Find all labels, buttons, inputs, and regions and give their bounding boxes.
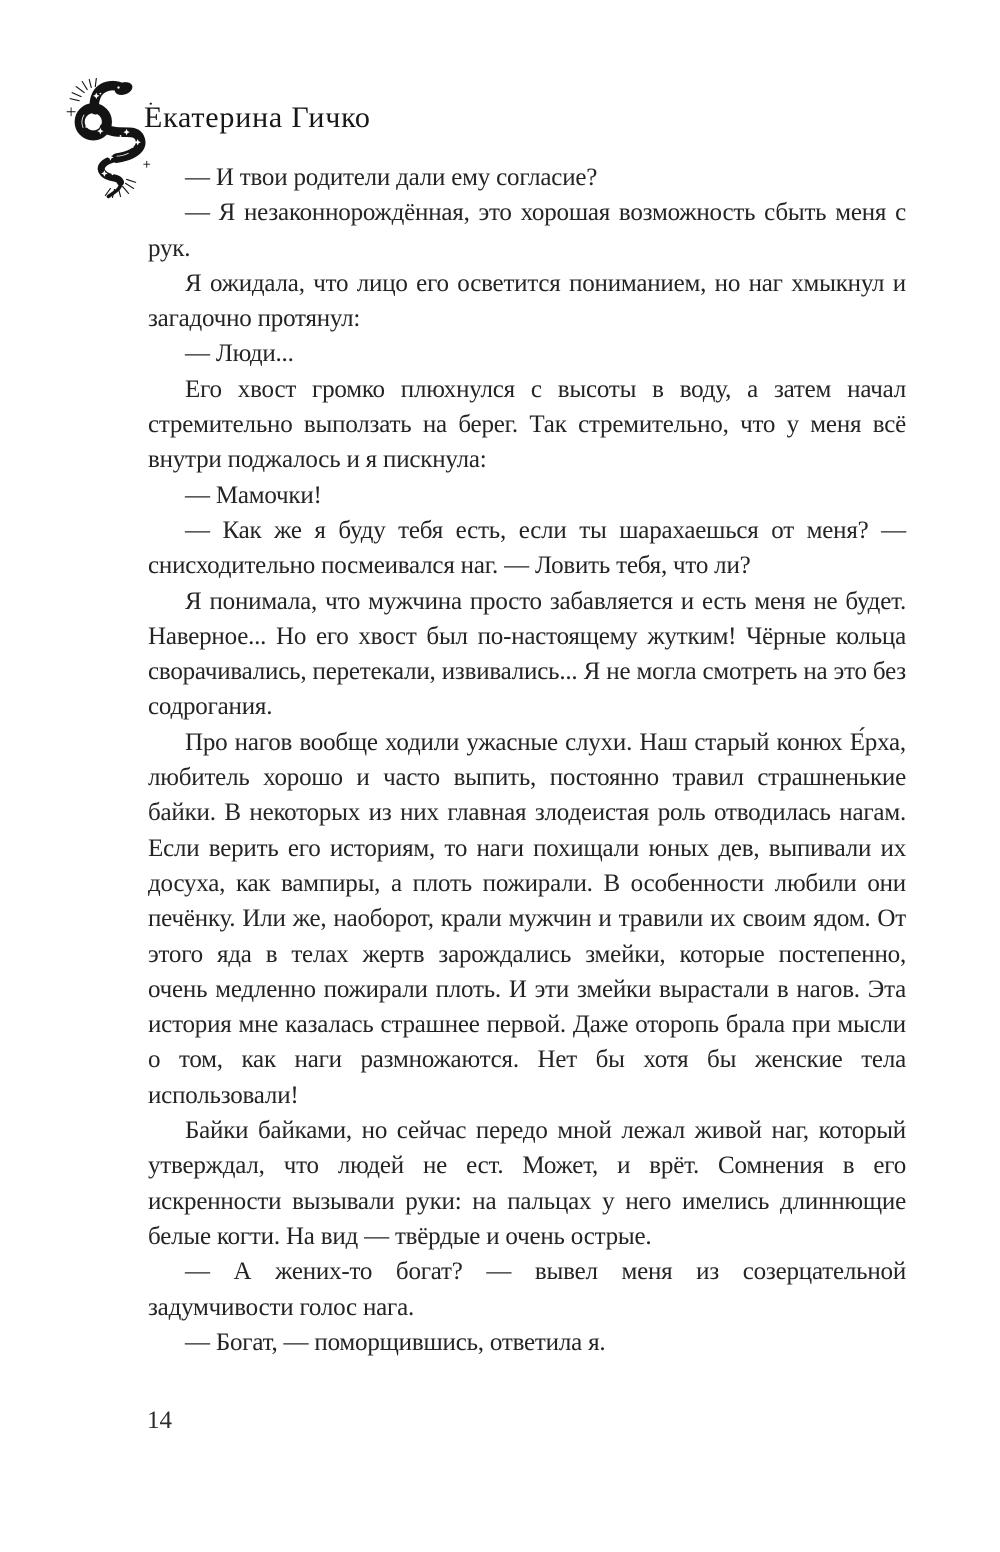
- paragraph: — Богат, — поморщившись, ответила я.: [185, 1328, 606, 1356]
- author-name: Екатерина Гичко: [144, 101, 371, 134]
- paragraph: — Я незаконнорождённая, это хорошая возможность сбыть меня с рук.: [148, 199, 906, 262]
- paragraph: Я ожидала, что лицо его осветится пониманием, но наг хмыкнул и загадочно протянул:: [148, 269, 906, 333]
- paragraph: — И твои родители дали ему согласие?: [185, 164, 598, 191]
- paragraph: Я понимала, что мужчина просто забавляется и есть меня не будет. Наверное... Но его хвост был по-настоящему жутким! Чёрные кольца сворачивались, перетекали, извивались... Я не могла смотреть на это без содрогания.: [148, 587, 906, 721]
- paragraph: — Люди...: [185, 340, 294, 368]
- paragraph: Байки байками, но сейчас передо мной лежал живой наг, который утверждал, что людей не ест. Может, и врёт. Сомнения в его искренности вызывали руки: на пальцах у него имелись длиннющие белые когти. На вид — твёрдые и очень острые.: [148, 1117, 906, 1250]
- paragraph: — А жених-то богат? — вывел меня из созерцательной задумчивости голос нага.: [148, 1258, 906, 1321]
- page-text: [148, 160, 906, 1360]
- paragraph: Про нагов вообще ходили ужасные слухи. Наш старый конюх Е́рха, любитель хорошо и часто выпить, постоянно травил страшненькие байки. В некоторых из них главная злодеистая роль отводилась нагам. Если верить его историям, то наги похищали юных дев, выпивали их досуха, как вампиры, а плоть пожирали. В особенности любили они печёнку. Или же, наоборот, крали мужчин и травили их своим ядом. От этого яда в телах жертв зарождались змейки, которые постепенно, очень медленно пожирали плоть. И эти змейки вырастали в нагов. Эта история мне казалась страшнее первой. Даже оторопь брала при мысли о том, как наги размножаются. Нет бы хотя бы женские тела использовали!: [148, 728, 906, 1109]
- page-number: 14: [147, 1407, 172, 1434]
- paragraph: Его хвост громко плюхнулся с высоты в воду, а затем начал стремительно выползать на берег. Так стремительно, что у меня всё внутри поджалось и я пискнула:: [148, 375, 906, 474]
- paragraph: — Мамочки!: [185, 481, 322, 509]
- paragraph: — Как же я буду тебя есть, если ты шарахаешься от меня? — снисходительно посмеивался наг. — Ловить тебя, что ли?: [148, 516, 906, 580]
